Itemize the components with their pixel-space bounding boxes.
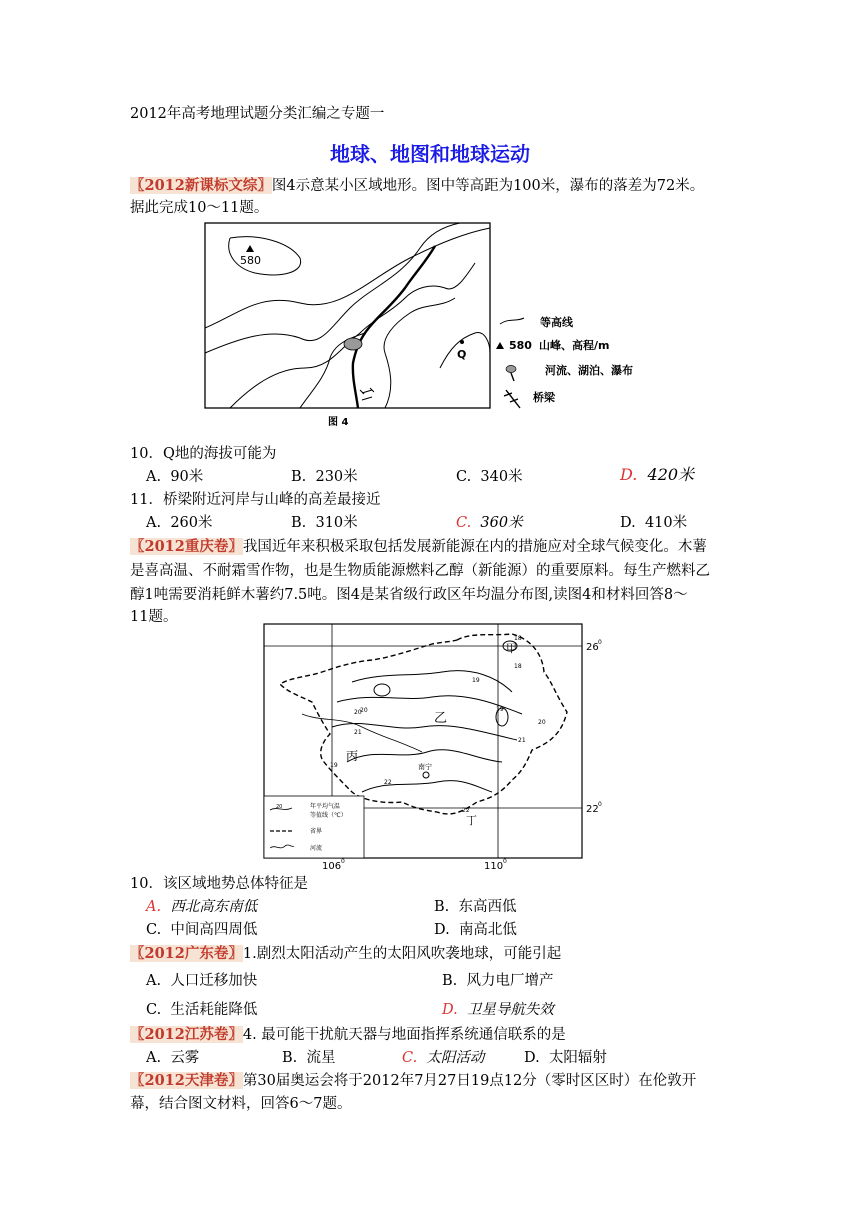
q10-option-c: C. 340米 bbox=[456, 469, 523, 485]
q2-line2: 是喜高温、不耐霜雪作物，也是生物质能源燃料乙醇（新能源）的重要原料。每生产燃料乙 bbox=[130, 563, 710, 579]
iso-label: 18 bbox=[514, 663, 522, 670]
region-label-jia: 甲 bbox=[506, 642, 517, 655]
degree-mark: 0 bbox=[341, 858, 345, 865]
q2-10-option-c: C. 中间高四周低 bbox=[146, 922, 258, 938]
peak-elevation-label: 580 bbox=[240, 254, 261, 267]
region-label-yi: 乙 bbox=[434, 711, 448, 726]
bridge-icon bbox=[360, 388, 374, 400]
series-title: 2012年高考地理试题分类汇编之专题一 bbox=[130, 106, 385, 122]
q10-option-b: B. 230米 bbox=[291, 469, 358, 485]
q3-option-c: C. 生活耗能降低 bbox=[146, 1002, 258, 1018]
q2-10-option-d: D. 南高北低 bbox=[434, 922, 517, 938]
lat-label-top: 26 bbox=[586, 642, 599, 653]
q10-option-d: D. 420米 bbox=[620, 465, 695, 484]
q3-stem: 〖2012广东卷〗1.剧烈太阳活动产生的太阳风吹袭地球，可能引起 bbox=[130, 945, 562, 962]
q4-stem: 〖2012江苏卷〗4. 最可能干扰航天器与地面指挥系统通信联系的是 bbox=[130, 1026, 566, 1043]
lon-label-right: 110 bbox=[484, 861, 504, 872]
iso-label: 20 bbox=[360, 707, 368, 714]
q5-line1: 〖2012天津卷〗第30届奥运会将于2012年7月27日19点12分（零时区区时）在伦敦开 bbox=[130, 1072, 697, 1089]
legend-iso: 年平均气温 bbox=[310, 803, 341, 810]
q3-option-b: B. 风力电厂增产 bbox=[442, 973, 554, 989]
q4-option-c: C. 太阳活动 bbox=[402, 1050, 485, 1066]
source-tag: 〖2012江苏卷〗 bbox=[130, 1026, 243, 1043]
iso-label: 19 bbox=[496, 706, 504, 713]
legend-iso-value: 20 bbox=[276, 804, 283, 810]
source-tag: 〖2012重庆卷〗 bbox=[130, 538, 243, 555]
lake-icon bbox=[344, 338, 362, 350]
q1-intro-line1: 〖2012新课标文综〗图4示意某小区域地形。图中等高距为100米，瀑布的落差为72米。 bbox=[130, 177, 705, 194]
degree-mark: 0 bbox=[503, 858, 507, 865]
q11-option-b: B. 310米 bbox=[291, 515, 358, 531]
source-tag: 〖2012广东卷〗 bbox=[130, 945, 243, 962]
lat-label-bottom: 22 bbox=[586, 804, 599, 815]
q5-line2: 幕，结合图文材料，回答6～7题。 bbox=[130, 1096, 352, 1112]
q10-option-a: A. 90米 bbox=[146, 469, 204, 485]
legend-peak: 山峰、高程/m bbox=[539, 339, 610, 352]
legend-contour: 等高线 bbox=[540, 316, 573, 329]
legend-iso2: 等值线（℃） bbox=[310, 812, 347, 819]
temperature-map bbox=[262, 622, 612, 872]
iso-label: 18 bbox=[514, 635, 522, 642]
figure-caption: 图 4 bbox=[328, 417, 349, 428]
q2-line3: 醇1吨需要消耗鲜木薯约7.5吨。图4是某省级行政区年均温分布图,读图4和材料回答8～ bbox=[130, 587, 688, 603]
degree-mark: 0 bbox=[598, 801, 602, 808]
legend-bridge: 桥梁 bbox=[533, 391, 555, 404]
q2-10-option-b: B. 东高西低 bbox=[434, 899, 517, 915]
page-title: 地球、地图和地球运动 bbox=[330, 142, 530, 166]
source-tag: 〖2012新课标文综〗 bbox=[130, 177, 272, 194]
q11-stem: 11．桥梁附近河岸与山峰的高差最接近 bbox=[130, 492, 381, 508]
q11-option-c: C. 360米 bbox=[456, 515, 523, 531]
q2-10-option-a: A. 西北高东南低 bbox=[146, 899, 258, 915]
iso-label: 21 bbox=[518, 737, 526, 744]
iso-label: 19 bbox=[330, 762, 338, 769]
q11-option-d: D. 410米 bbox=[620, 515, 688, 531]
q11-option-a: A. 260米 bbox=[146, 515, 213, 531]
iso-label: 19 bbox=[472, 677, 480, 684]
topo-figure bbox=[200, 218, 660, 433]
iso-label: 21 bbox=[354, 729, 362, 736]
q-label: Q bbox=[457, 348, 467, 361]
legend-peak-value: 580 bbox=[509, 339, 532, 352]
iso-label: 20 bbox=[538, 719, 546, 726]
iso-label: 22 bbox=[384, 779, 392, 786]
q4-option-b: B. 流星 bbox=[282, 1050, 336, 1066]
q2-10-stem: 10．该区域地势总体特征是 bbox=[130, 876, 308, 892]
region-label-ding: 丁 bbox=[466, 814, 477, 827]
q10-stem: 10．Q地的海拔可能为 bbox=[130, 446, 277, 462]
q2-line4: 11题。 bbox=[130, 609, 178, 625]
q4-option-d: D. 太阳辐射 bbox=[524, 1050, 607, 1066]
iso-label: 20 bbox=[354, 709, 362, 716]
lon-label-left: 106 bbox=[322, 861, 342, 872]
source-tag: 〖2012天津卷〗 bbox=[130, 1072, 243, 1089]
region-label-bing: 丙 bbox=[346, 749, 359, 763]
q4-option-a: A. 云雾 bbox=[146, 1050, 200, 1066]
degree-mark: 0 bbox=[598, 639, 602, 646]
q3-option-a: A. 人口迁移加快 bbox=[146, 973, 258, 989]
legend-river: 河流、湖泊、瀑布 bbox=[545, 364, 633, 377]
q3-option-d: D. 卫星导航失效 bbox=[442, 1002, 554, 1018]
q2-line1: 〖2012重庆卷〗我国近年来积极采取包括发展新能源在内的措施应对全球气候变化。木薯 bbox=[130, 538, 707, 555]
iso-label: 22 bbox=[462, 807, 470, 814]
legend-border: 省界 bbox=[310, 828, 323, 835]
peak-icon bbox=[246, 245, 254, 252]
city-marker bbox=[423, 772, 429, 778]
q-point bbox=[460, 340, 464, 344]
legend-river: 河流 bbox=[310, 845, 323, 852]
q1-intro-line2: 据此完成10～11题。 bbox=[130, 200, 269, 216]
city-label: 南宁 bbox=[418, 763, 432, 771]
